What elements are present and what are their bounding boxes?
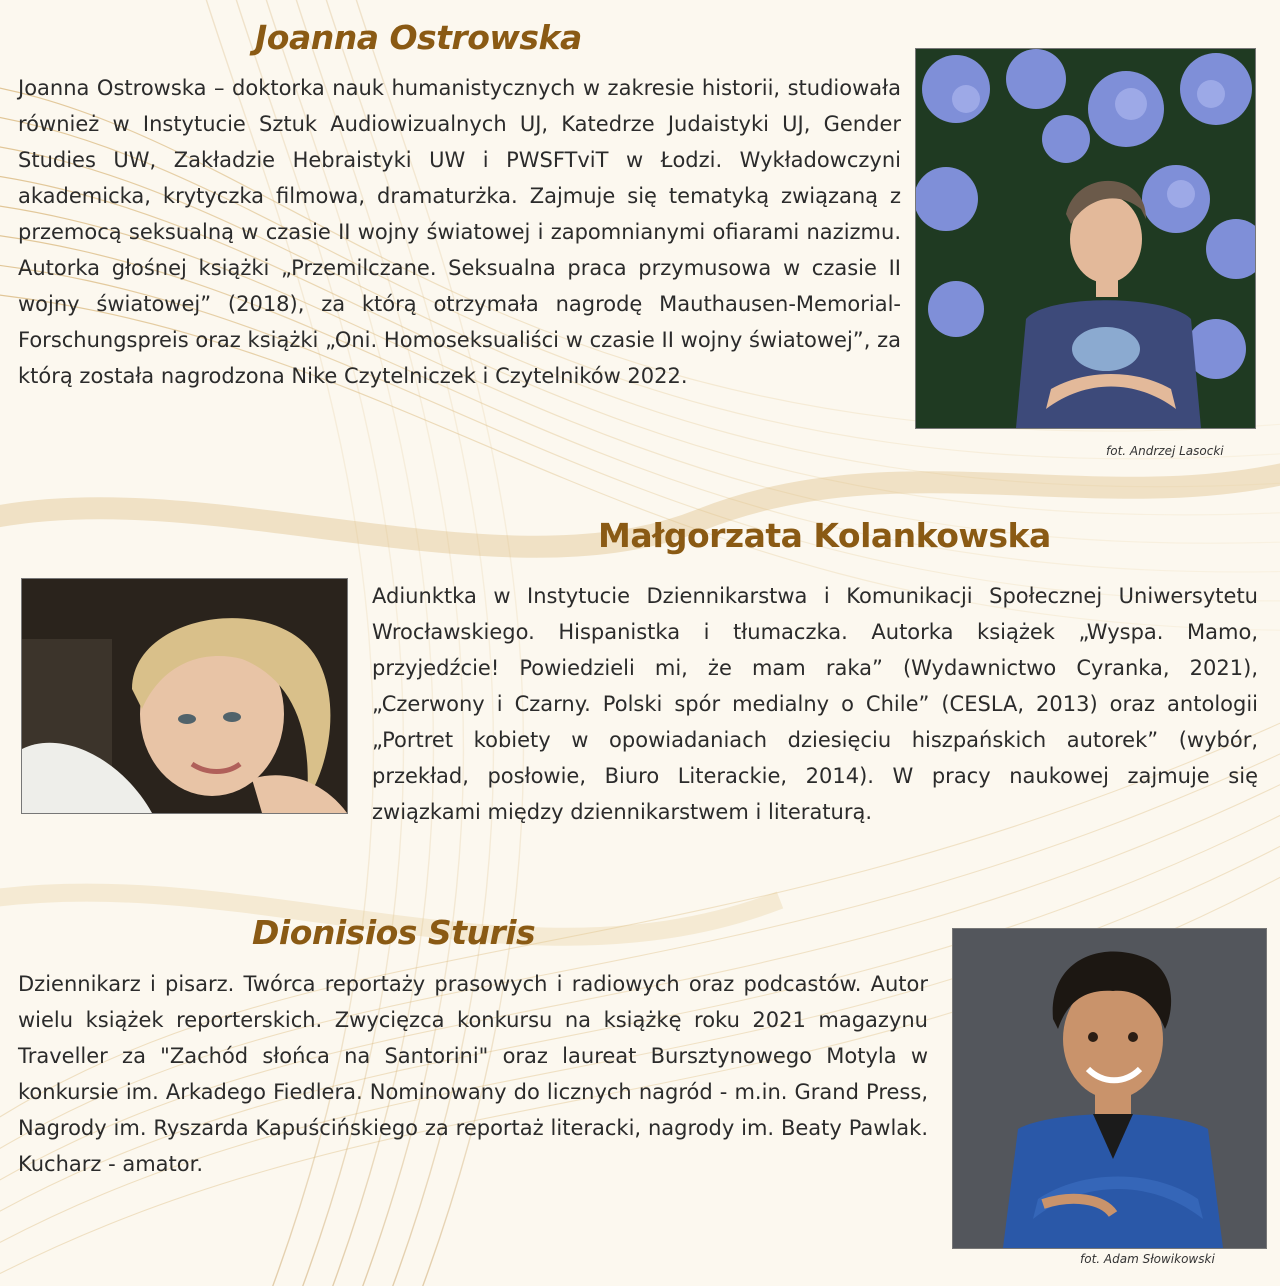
person-name-malgorzata-kolankowska: Małgorzata Kolankowska (598, 516, 1051, 555)
portrait-photo-malgorzata-kolankowska (21, 578, 348, 814)
person-bio-joanna-ostrowska: Joanna Ostrowska – doktorka nauk humanistycznych w zakresie historii, studiowała również w Instytucie Sztuk Audiowizualnych UJ, Katedrze Judaistyki UJ, Gender Studies UW, Zakładzie Hebraistyki UW i PWSFTviT w Łodzi. Wykładowczyni akademicka, krytyczka filmowa, dramaturżka. Zajmuje się tematyką związaną z przemocą seksualną w czasie II wojny światowej i zapomnianymi ofiarami nazizmu. Autorka głośnej książki „Przemilczane. Seksualna praca przymusowa w czasie II wojny światowej” (2018), za którą otrzymała nagrodę Mauthausen-Memorial-Forschungspreis oraz książki „Oni. Homoseksualiści w czasie II wojny światowej”, za którą została nagrodzona Nike Czytelniczek i Czytelników 2022. (18, 76, 901, 388)
portrait-photo-dionisios-sturis (952, 928, 1267, 1249)
person-name-joanna-ostrowska: Joanna Ostrowska (255, 18, 582, 57)
person-name-dionisios-sturis: Dionisios Sturis (252, 913, 536, 952)
portrait-photo-joanna-ostrowska (915, 48, 1256, 429)
photo-credit-dionisios-sturis: fot. Adam Słowikowski (1080, 1252, 1215, 1266)
photo-credit-joanna-ostrowska: fot. Andrzej Lasocki (1106, 444, 1224, 458)
person-bio-dionisios-sturis: Dziennikarz i pisarz. Twórca reportaży prasowych i radiowych oraz podcastów. Autor wielu książek reporterskich. Zwycięzca konkursu na książkę roku 2021 magazynu Traveller za "Zachód słońca na Santorini" oraz laureat Bursztynowego Motyla w konkursie im. Arkadego Fiedlera. Nominowany do licznych nagród - m.in. Grand Press, Nagrody im. Ryszarda Kapuścińskiego za reportaż literacki, nagrody im. Beaty Pawlak. Kucharz - amator. (18, 972, 928, 1176)
person-bio-malgorzata-kolankowska: Adiunktka w Instytucie Dziennikarstwa i Komunikacji Społecznej Uniwersytetu Wrocławskiego. Hispanistka i tłumaczka. Autorka książek „Wyspa. Mamo, przyjedźcie! Powiedzieli mi, że mam raka” (Wydawnictwo Cyranka, 2021), „Czerwony i Czarny. Polski spór medialny o Chile” (CESLA, 2013) oraz antologii „Portret kobiety w opowiadaniach dziesięciu hiszpańskich autorek” (wybór, przekład, posłowie, Biuro Literackie, 2014). W pracy naukowej zajmuje się związkami między dziennikarstwem i literaturą. (372, 584, 1258, 824)
